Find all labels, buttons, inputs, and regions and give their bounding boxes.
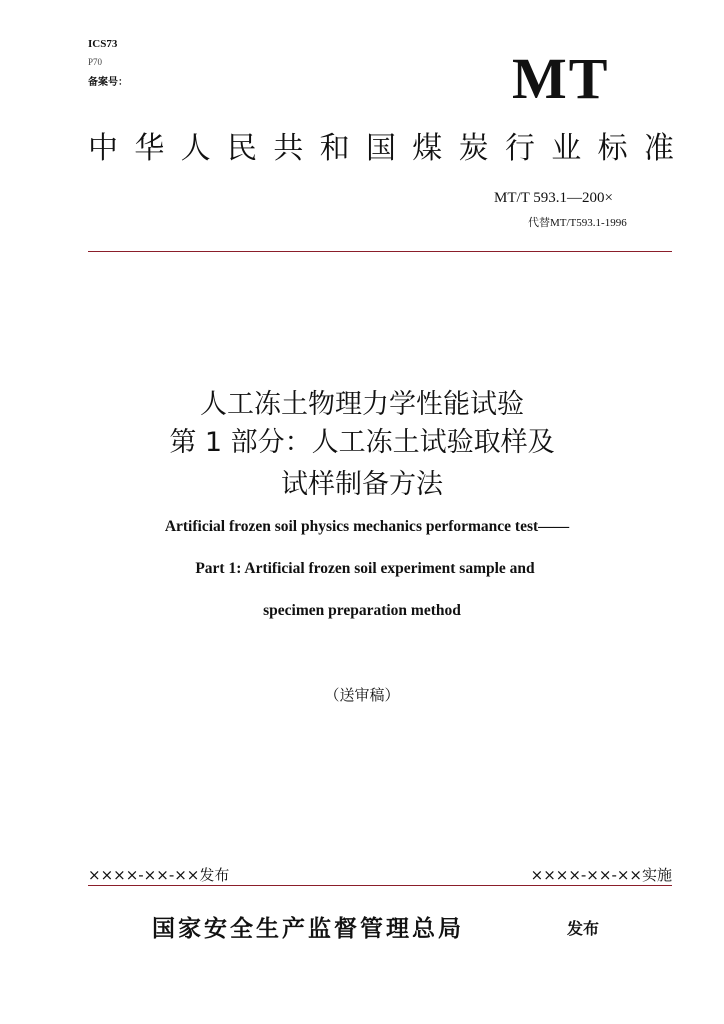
title-char: 准 (643, 131, 674, 166)
title-char: 人 (180, 131, 211, 166)
title-char: 共 (273, 131, 304, 166)
chinese-title-line-2: 第 1 部分：人工冻土试验取样及 (169, 427, 555, 458)
publish-date: ××××-××-××发布 (88, 866, 230, 884)
english-title-line-1: Artificial frozen soil physics mechanics performance test—— (164, 518, 570, 535)
title-char: 标 (597, 131, 628, 166)
classification-code: P70 (88, 57, 103, 67)
draft-status: （送审稿） (324, 686, 400, 704)
issue-label: 发布 (567, 919, 600, 938)
english-title-line-3: specimen preparation method (263, 602, 461, 619)
industry-standard-title (88, 132, 674, 167)
title-char: 华 (134, 131, 165, 166)
header-divider (88, 251, 672, 252)
record-number-label: 备案号： (88, 77, 128, 88)
mt-logo: MT (512, 46, 610, 111)
title-char: 和 (319, 131, 350, 166)
title-char: 中 (88, 131, 118, 166)
english-title-line-2: Part 1: Artificial frozen soil experiment sample and (195, 560, 535, 577)
issuing-authority: 国家安全生产监督管理总局 (152, 916, 464, 942)
title-char: 炭 (458, 131, 489, 166)
title-char: 民 (226, 131, 257, 166)
footer-divider (88, 885, 672, 886)
ics-code: ICS73 (88, 38, 118, 50)
implement-date: ××××-××-××实施 (530, 866, 672, 884)
standard-number: MT/T 593.1—200× (494, 190, 614, 206)
title-char: 国 (365, 131, 396, 166)
title-char: 行 (504, 131, 535, 166)
title-char: 业 (551, 131, 582, 166)
chinese-title-line-3: 试样制备方法 (281, 469, 443, 500)
title-char: 煤 (412, 131, 443, 166)
chinese-title-line-1: 人工冻土物理力学性能试验 (200, 389, 524, 420)
replaces-standard: 代替MT/T593.1-1996 (528, 217, 627, 229)
